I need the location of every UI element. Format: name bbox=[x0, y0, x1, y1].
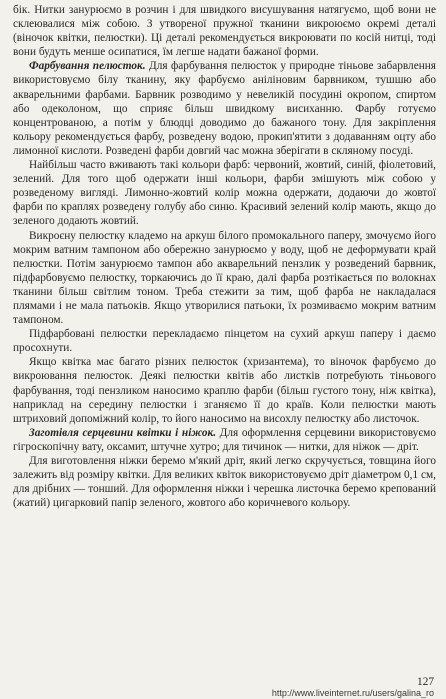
section-heading-painting-petals: Фарбування пелюсток. bbox=[29, 60, 146, 73]
paragraph-8 bbox=[13, 454, 436, 510]
paragraph-6 bbox=[13, 355, 436, 425]
paragraph-text: Для виготовлення ніжки беремо м'який дріт, який легко скручується, товщина його залежить від розміру квітки. Для великих квіток використовуємо дріт діаметром 0,1 см, для дрібних — тонший. Для оформлення ніжки і черешка листочка беремо крепований (жатий) цигарковий папір зеленого, жовтого або коричневого кольору. bbox=[13, 455, 436, 510]
paragraph-text: Якщо квітка має багато різних пелюсток (хризантема), то віночок фарбуємо до викроювання пелюсток. Деякі пелюстки квітів або листків потребують тіньового фарбування, тоді пензликом наносимо краплю фарби (більш густого тону, ніж квітка), наприклад на середину пелюстки і зганяємо її до країв. Коли пелюстки мають штриховий допоміжний колір, то його наносимо на висохлу пелюстку або листочок. bbox=[13, 356, 436, 425]
paragraph-3 bbox=[13, 158, 436, 228]
paragraph-text: бік. Нитки занурюємо в розчин і для швидкого висушування натягуємо, щоб вони не склеювалися між собою. З утвореної пружної тканини викроюємо окремі деталі (віночок квітки, пелюстки). Ці деталі рекомендується викроювати по косій нитці, тоді вони будуть менше осипатися, їм легше надати бажаної форми. bbox=[13, 4, 436, 59]
paragraph-text: Підфарбовані пелюстки перекладаємо пінцетом на сухий аркуш паперу і даємо просохнути. bbox=[13, 328, 436, 355]
paragraph-text: Найбільш часто вживають такі кольори фарб: червоний, жовтий, синій, фіолетовий, зелений. Для того щоб одержати інші кольори, фарби змішують між собою у розведеному вигляді. Лимонно-жовтий колір можна одержати, додаючи до жовтої фарби по краплях розведену голубу або синю. Красивий зелений колір мають, якщо до зеленого додають жовтий. bbox=[13, 159, 436, 228]
paragraph-text: Викроєну пелюстку кладемо на аркуш білого промокального паперу, змочуємо його мокрим ватним тампоном або обережно занурюємо у воду, щоб не деформувати край пелюстки. Потім занурюємо тампон або акварельний пензлик у розведений барвник, підфарбовуємо пелюстку, торкаючись до її краю, далі фарба розтікається по волокнах тканини більш світлим тоном. Треба стежити за тим, щоб фарба не накладалася плямами і не мала патьоків. Якщо утворилися патьоки, їх розмиваємо мокрим ватним тампоном. bbox=[13, 229, 436, 327]
paragraph-text: Для фарбування пелюсток у природне тіньове забарвлення використовуємо білу тканину, яку фарбуємо аніліновим барвником, тушшю або акварельними фарбами. Барвник розводимо у невеликій посудині окропом, спиртом або одеколоном, що сприяє більш швидкому висиханню. Фарбу готуємо концентрованою, а потім у блюдці доводимо до бажаного тону. Для закріплення кольору рекомендується фарбу, розведену водою, прокип'ятити з додаванням оцту або лимонної кислоти. Розведені фарби довгий час можна зберігати в скляному посуді. bbox=[13, 60, 436, 157]
paragraph-5 bbox=[13, 327, 436, 355]
paragraph-1 bbox=[13, 3, 436, 59]
paragraph-4 bbox=[13, 229, 436, 328]
paragraph-7 bbox=[13, 426, 436, 454]
section-heading-flower-core: Заготівля серцевини квітки і ніжок. bbox=[29, 426, 217, 439]
paragraph-2 bbox=[13, 59, 436, 158]
page-number: 127 bbox=[417, 676, 434, 688]
watermark-url: http://www.liveinternet.ru/users/galina_ro bbox=[271, 688, 434, 698]
paragraph-text: Для оформлення серцевини використовуємо гігроскопічну вату, оксамит, штучне хутро; для тичинок — нитки, для ніжок — дріт. bbox=[13, 426, 436, 453]
